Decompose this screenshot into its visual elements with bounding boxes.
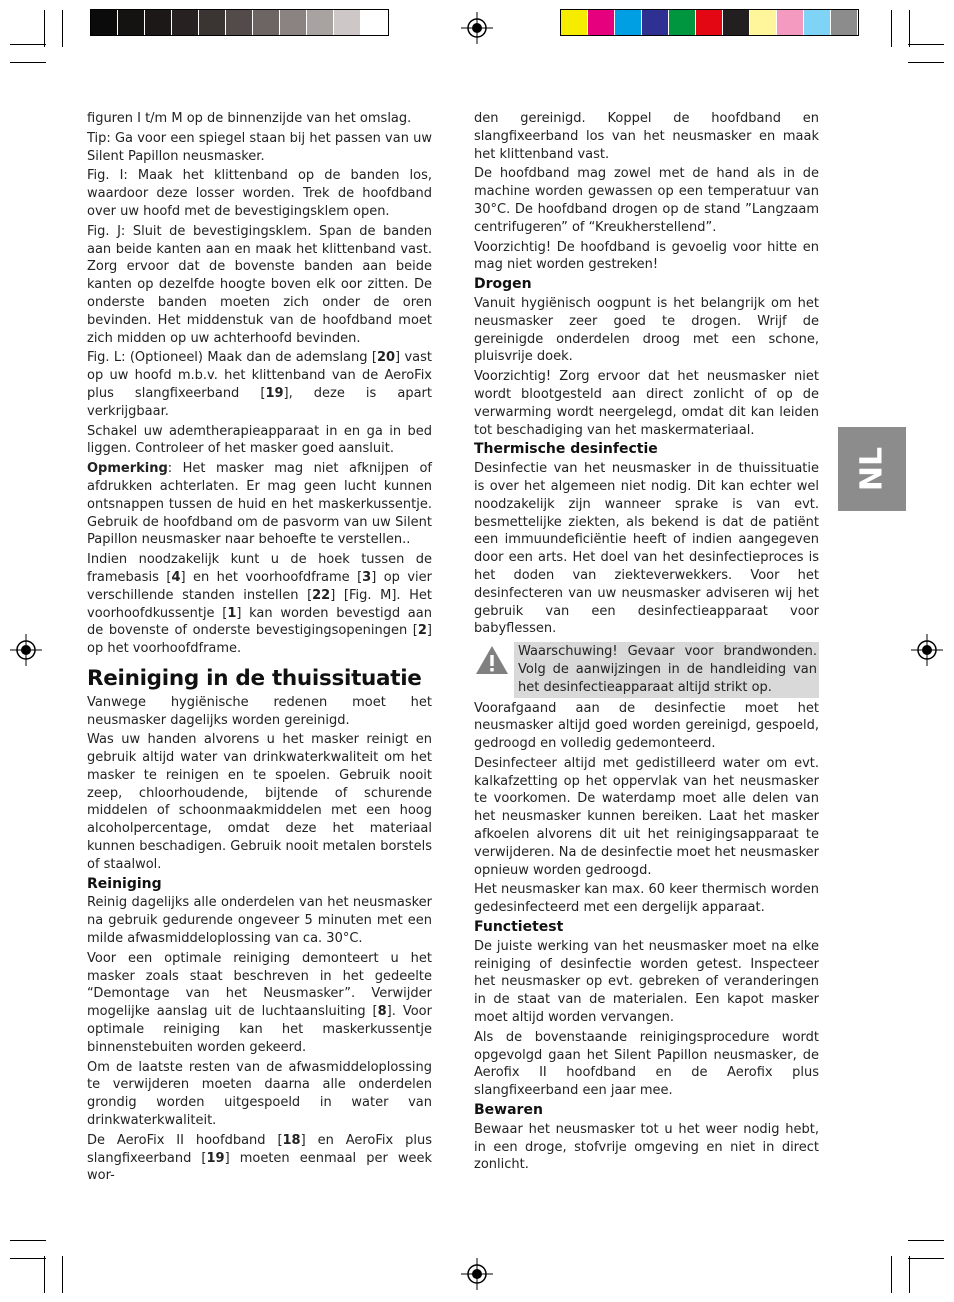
- paragraph: De AeroFix II hoofdband [18] en AeroFix plus slangfixeerband [19] moeten eenmaal per week wor-: [87, 1132, 432, 1184]
- paragraph: Fig. I: Maak het klittenband op de banden los, waardoor deze losser worden. Trek de hoofdband over uw hoofd met de bevestigingsklem open.: [87, 168, 432, 219]
- crop-mark: [10, 44, 46, 45]
- color-swatch: [777, 10, 804, 35]
- paragraph: figuren I t/m M op de binnenzijde van het omslag.: [87, 111, 412, 126]
- subheading: Reiniging: [87, 875, 162, 892]
- note-paragraph: Opmerking: Het masker mag niet afknijpen of afdrukken achterlaten. Er mag geen lucht kunnen ontsnappen tussen de huid en het maskerkussentje. Gebruik de hoofdband om de pasvorm van uw Silent Papillon neusmasker naar behoefte te verstellen..: [87, 461, 432, 548]
- paragraph: Bewaar het neusmasker tot u het weer nodig hebt, in een droge, stofvrije omgeving en niet in direct zonlicht.: [474, 1121, 819, 1173]
- color-swatch: [253, 10, 280, 35]
- paragraph: Desinfectie van het neusmasker in de thuissituatie is over het algemeen niet nodig. Dit kan echter wel noodzakelijk zijn wanneer sprake is van evt. besmettelijke ziekten, als bekend is dat de patiënt een immuundeficiëntie heeft of indien aangegeven door een arts. Het doel van het desinfectieproces is het doden van ziekteverwekkers. Voor het desinfecteren van uw neusmasker adviseren wij het gebruik van een desinfectieapparaat voor babyflessen.: [474, 461, 819, 637]
- color-swatch: [91, 10, 118, 35]
- paragraph: Voorzichtig! Zorg ervoor dat het neusmasker niet wordt blootgesteld aan direct zonlicht of op de verwarming wordt neergelegd, omdat dit kan leiden tot beschadiging van het maskermateriaal.: [474, 369, 819, 438]
- warning-text: Waarschuwing! Gevaar voor brandwonden. Volg de aanwijzingen in de handleiding van het desinfectieapparaat altijd strikt op.: [514, 642, 819, 697]
- paragraph: De hoofdband mag zowel met de hand als in de machine worden gewassen op een temperatuur van 30°C. De hoofdband drogen op de stand ”Langzaam centrifugeren” of “Kreukherstellend”.: [474, 166, 819, 235]
- registration-mark-icon: [461, 12, 493, 44]
- color-swatch: [307, 10, 334, 35]
- language-tab-label: NL: [854, 446, 890, 492]
- color-swatch: [696, 10, 723, 35]
- color-swatch: [831, 10, 858, 35]
- color-swatch: [615, 10, 642, 35]
- paragraph: Als de bovenstaande reinigingsprocedure wordt opgevolgd gaan het Silent Papillon neusmasker, de Aerofix II hoofdband en de Aerofix plus slangfixeerband een jaar mee.: [474, 1029, 819, 1099]
- crop-mark: [891, 1256, 892, 1293]
- language-tab: [838, 427, 906, 511]
- crop-mark: [44, 10, 45, 47]
- paragraph: Desinfecteer altijd met gedistilleerd water om evt. kalkafzetting op het oppervlak van het neusmasker te voorkomen. De waterdamp moet alle delen van het neusmasker kunnen bereiken. Laat het masker afkoelen alvorens dit uit het reinigingsapparaat te verwijderen. Na de desinfectie moet het neusmasker opnieuw worden gedroogd.: [474, 755, 819, 878]
- crop-mark: [62, 1256, 63, 1293]
- color-swatch: [199, 10, 226, 35]
- subheading: Thermische desinfectie: [474, 441, 658, 458]
- color-swatch: [669, 10, 696, 35]
- paragraph: Om de laatste resten van de afwasmiddeloplossing te verwijderen moeten daarna alle onderdelen grondig worden uitgespoeld in water van drinkwaterkwaliteit.: [87, 1059, 432, 1129]
- color-swatch: [561, 10, 588, 35]
- right-column: [474, 110, 819, 1176]
- process-color-bar: [560, 9, 859, 36]
- crop-mark: [908, 62, 944, 63]
- registration-mark-icon: [10, 634, 42, 666]
- color-swatch: [723, 10, 750, 35]
- color-swatch: [750, 10, 777, 35]
- color-swatch: [642, 10, 669, 35]
- paragraph: Vanwege hygiënische redenen moet het neusmasker dagelijks worden gereinigd.: [87, 694, 432, 728]
- crop-mark: [891, 10, 892, 47]
- paragraph: Het neusmasker kan max. 60 keer thermisch worden gedesinfecteerd met een dergelijk apparaat.: [474, 882, 819, 916]
- section-heading: Reiniging in de thuissituatie: [87, 665, 422, 691]
- paragraph: Voorzichtig! De hoofdband is gevoelig voor hitte en mag niet worden gestreken!: [474, 239, 819, 273]
- crop-mark: [908, 1240, 944, 1241]
- color-swatch: [145, 10, 172, 35]
- subheading: Drogen: [474, 276, 532, 293]
- registration-mark-icon: [461, 1258, 493, 1290]
- subheading: Bewaren: [474, 1102, 543, 1119]
- color-swatch: [588, 10, 615, 35]
- warning-box: [474, 642, 819, 697]
- color-swatch: [804, 10, 831, 35]
- paragraph: Fig. J: Sluit de bevestigingsklem. Span de banden aan beide kanten aan en maak het klittenband vast. Zorg ervoor dat de bovenste banden aan beide kanten op dezelfde hoogte boven elk oor zitten. De onderste banden moeten zich onder de oren bevinden. Het middenstuk van de hoofdband moet zich midden op uw achterhoofd bevinden.: [87, 223, 432, 346]
- color-swatch: [334, 10, 361, 35]
- crop-mark: [10, 1240, 46, 1241]
- color-swatch: [280, 10, 307, 35]
- grayscale-bar: [90, 9, 389, 36]
- note-label: Opmerking: [87, 461, 168, 477]
- paragraph: Fig. L: (Optioneel) Maak dan de ademslang [20] vast op uw hoofd m.b.v. het klittenband van de AeroFix plus slangfixeerband [19], deze is apart verkrijgbaar.: [87, 350, 433, 419]
- crop-mark: [908, 1258, 944, 1259]
- paragraph: Reinig dagelijks alle onderdelen van het neusmasker na gebruik gedurende ongeveer 5 minuten met een milde afwasmiddeloplossing van ca. 30°C.: [87, 895, 432, 947]
- color-swatch: [361, 10, 388, 35]
- crop-mark: [10, 1258, 46, 1259]
- paragraph: Vanuit hygiënisch oogpunt is het belangrijk om het neusmasker zeer goed te drogen. Wrijf de gereinigde onderdelen droog met een schone, pluisvrije doek.: [474, 295, 819, 365]
- crop-mark: [909, 1256, 910, 1293]
- crop-mark: [44, 1256, 45, 1293]
- crop-mark: [62, 10, 63, 47]
- crop-mark: [908, 44, 944, 45]
- paragraph: Voorafgaand aan de desinfectie moet het neusmasker altijd goed worden gereinigd, gespoeld, gedroogd en volledig gedemonteerd.: [474, 700, 819, 752]
- left-column: [87, 110, 432, 1187]
- color-swatch: [226, 10, 253, 35]
- crop-mark: [10, 62, 46, 63]
- registration-mark-icon: [911, 634, 943, 666]
- warning-triangle-icon: [474, 642, 514, 682]
- color-swatch: [172, 10, 199, 35]
- paragraph: De juiste werking van het neusmasker moet na elke reiniging of desinfectie worden getest. Inspecteer het neusmasker op evt. gebreken of veranderingen in de staat van de materialen. Een kapot masker moet altijd worden vervangen.: [474, 938, 819, 1026]
- paragraph: Was uw handen alvorens u het masker reinigt en gebruik altijd water van drinkwaterkwaliteit om het masker te reinigen en te spoelen. Gebruik nooit zeep, chloorhoudende, bijtende of schurende middelen of schoonmaakmiddelen met een hoog alcoholpercentage, omdat deze het materiaal kunnen beschadigen. Gebruik nooit metalen borstels of staalwol.: [87, 732, 432, 872]
- paragraph: den gereinigd. Koppel de hoofdband en slangfixeerband los van het neusmasker en maak het klittenband vast.: [474, 111, 819, 162]
- paragraph: Schakel uw ademtherapieapparaat in en ga in bed liggen. Controleer of het masker goed aansluit.: [87, 423, 432, 457]
- color-swatch: [118, 10, 145, 35]
- paragraph: Tip: Ga voor een spiegel staan bij het passen van uw Silent Papillon neusmasker.: [87, 130, 432, 164]
- paragraph: Voor een optimale reiniging demonteert u het masker zoals staat beschreven in het gedeelte “Demontage van het Neusmasker”. Verwijder mogelijke aanslag uit de luchtaansluiting [8]. Voor optimale reiniging kan het maskerkussentje binnenstebuiten worden gekeerd.: [87, 950, 432, 1055]
- paragraph: Indien noodzakelijk kunt u de hoek tussen de framebasis [4] en het voorhoofdframe [3] op vier verschillende standen instellen [22] [Fig. M]. Het voorhoofdkussentje [1] kan worden bevestigd aan de bovenste of onderste bevestigingsopeningen [2] op het voorhoofdframe.: [87, 552, 432, 657]
- crop-mark: [909, 10, 910, 47]
- subheading: Functietest: [474, 919, 564, 936]
